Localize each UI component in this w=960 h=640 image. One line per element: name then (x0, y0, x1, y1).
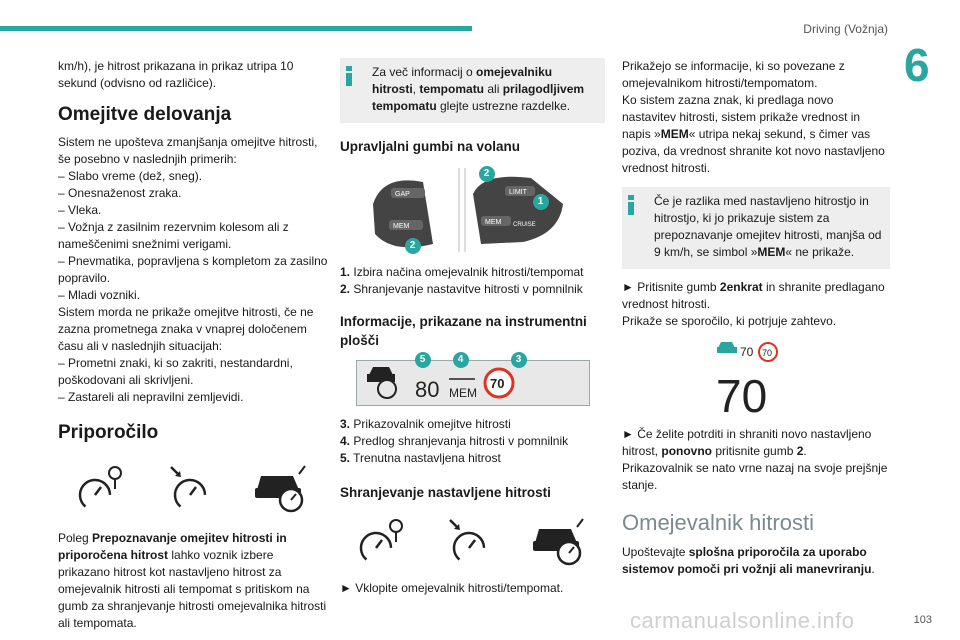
speedometer-icon (358, 516, 408, 566)
svg-text:LIMIT: LIMIT (508, 189, 527, 196)
svg-text:70: 70 (489, 376, 504, 391)
step-text: ► Če želite potrditi in shraniti novo nastavljeno hitrost, ponovno pritisnite gumb 2. (622, 427, 872, 458)
heading-omejevalnik: Omejevalnik hitrosti (622, 510, 814, 535)
svg-text:CRUISE: CRUISE (512, 222, 536, 228)
section-title: Driving (Vožnja) (803, 22, 888, 36)
paragraph: Sistem morda ne prikaže omejitve hitrosti, če ne zazna prometnega znaka v vnaprej določenem času ali v naslednjih situacijah: (58, 305, 314, 353)
info-icon (346, 66, 352, 86)
svg-text:GAP: GAP (394, 191, 410, 198)
speedometer-icon (77, 463, 127, 513)
speedometer-icon (444, 516, 494, 566)
list-gumbi (340, 264, 605, 298)
paragraph: Ko sistem zazna znak, ki predlaga novo nastavitev hitrosti, sistem prikaže vrednost in napis »MEM« utripa nekaj sekund, s čimer vas poziva, da vrednost shranite kot novo nastavljeno vrednost hitrosti. (622, 93, 885, 175)
recommendation-icons (58, 452, 328, 524)
info-box (340, 58, 605, 123)
list-item: – Mladi vozniki. (58, 288, 141, 302)
svg-text:MEM: MEM (448, 386, 477, 400)
callout-badge: 4 (453, 352, 469, 368)
display-image (622, 338, 890, 418)
heading-informacije: Informacije, prikazane na instrumentni plošči (340, 314, 587, 348)
cluster-illustration (357, 361, 589, 405)
list-2 (58, 355, 328, 406)
list-item: – Prometni znaki, ki so zakriti, nestandardni, poškodovani ali skrivljeni. (58, 356, 293, 387)
heading-gumbi: Upravljalni gumbi na volanu (340, 139, 521, 154)
page-number: 103 (913, 614, 932, 626)
instrument-cluster-image (356, 354, 590, 406)
callout-badge: 1 (533, 194, 549, 210)
svg-text:MEM: MEM (392, 223, 409, 230)
svg-text:70: 70 (762, 348, 773, 358)
list-item: – Vožnja z zasilnim rezervnim kolesom ali z nameščenimi snežnimi verigami. (58, 220, 289, 251)
callout-badge: 2 (479, 166, 495, 182)
speedometer-icon (165, 463, 215, 513)
list-item: – Zastareli ali nepravilni zemljevidi. (58, 390, 244, 404)
paragraph: Prikaže se sporočilo, ki potrjuje zahtevo. (622, 314, 837, 328)
paragraph: Prikazovalnik se nato vrne nazaj na svoje prejšnje stanje. (622, 461, 888, 492)
paragraph: Prikažejo se informacije, ki so povezane z omejevalnikom hitrosti/tempomatom. (622, 59, 845, 90)
callout-badge: 3 (511, 352, 527, 368)
list-info (340, 416, 605, 467)
list-item: 3. Prikazovalnik omejitve hitrosti (340, 417, 511, 431)
speed-display-illustration (622, 338, 890, 418)
list-item: 5. Trenutna nastavljena hitrost (340, 451, 501, 465)
heading-priporocilo: Priporočilo (58, 422, 159, 443)
list-item: – Slabo vreme (dež, sneg). (58, 169, 203, 183)
callout-badge: 2 (405, 238, 421, 254)
list-item: – Vleka. (58, 203, 102, 217)
info-text: Za več informacij o omejevalniku hitrosti, tempomatu ali prilagodljivem tempomatu glejte ustrezne razdelke. (372, 65, 585, 113)
memorise-icons (340, 508, 605, 574)
column-3 (622, 58, 890, 578)
column-2 (340, 58, 605, 597)
heading-omejitve: Omejitve delovanja (58, 104, 232, 125)
paragraph: Sistem ne upošteva zmanjšanja omejitve hitrosti, še posebno v naslednjih primerih: (58, 135, 318, 166)
heading-shranjevanje: Shranjevanje nastavljene hitrosti (340, 485, 551, 500)
steering-wheel-controls-image (363, 164, 583, 256)
header-accent-bar (0, 26, 472, 31)
car-speed-icon (531, 515, 587, 567)
column-1 (58, 58, 328, 632)
list-item: – Pnevmatika, popravljena s kompletom za zasilno popravilo. (58, 254, 328, 285)
list-item: 2. Shranjevanje nastavitve hitrosti v pomnilnik (340, 282, 583, 296)
paragraph: Upoštevajte splošna priporočila za uporabo sistemov pomoči pri vožnji ali manevriranju. (622, 545, 875, 576)
step-text: ► Vklopite omejevalnik hitrosti/tempomat. (340, 581, 564, 595)
list-1 (58, 168, 328, 304)
svg-text:MEM: MEM (484, 219, 501, 226)
svg-text:70: 70 (740, 345, 754, 359)
steering-controls-illustration (363, 164, 583, 256)
info-text: Če je razlika med nastavljeno hitrostjo in hitrostjo, ki jo prikazuje sistem za prepoznavanje omejitev hitrosti, manjša od 9 km/h, se simbol »MEM« ne prikaže. (654, 194, 882, 259)
intro-text: km/h), je hitrost prikazana in prikaz utripa 10 sekund (odvisno od različice). (58, 59, 294, 90)
watermark: carmanualsonline.info (630, 608, 855, 633)
svg-text:80: 80 (414, 377, 439, 402)
callout-badge: 5 (415, 352, 431, 368)
svg-text:70: 70 (716, 370, 768, 418)
list-item: 4. Predlog shranjevanja hitrosti v pomnilnik (340, 434, 569, 448)
car-speed-icon (253, 462, 309, 514)
list-item: 1. Izbira načina omejevalnik hitrosti/tempomat (340, 265, 584, 279)
info-icon (628, 195, 634, 215)
step-text: ► Pritisnite gumb 2enkrat in shranite predlagano vrednost hitrosti. (622, 280, 885, 311)
info-box (622, 187, 890, 269)
list-item: – Onesnaženost zraka. (58, 186, 182, 200)
paragraph-recommendation: Poleg Prepoznavanje omejitev hitrosti in priporočena hitrost lahko voznik izbere prikazano hitrost kot nastavljeno hitrost za omejevalnik hitrosti ali tempomat s pritiskom na gumb za shranjevanje hitrosti omejevalnika hitrosti ali tempomata. (58, 531, 327, 630)
chapter-number: 6 (904, 39, 930, 91)
